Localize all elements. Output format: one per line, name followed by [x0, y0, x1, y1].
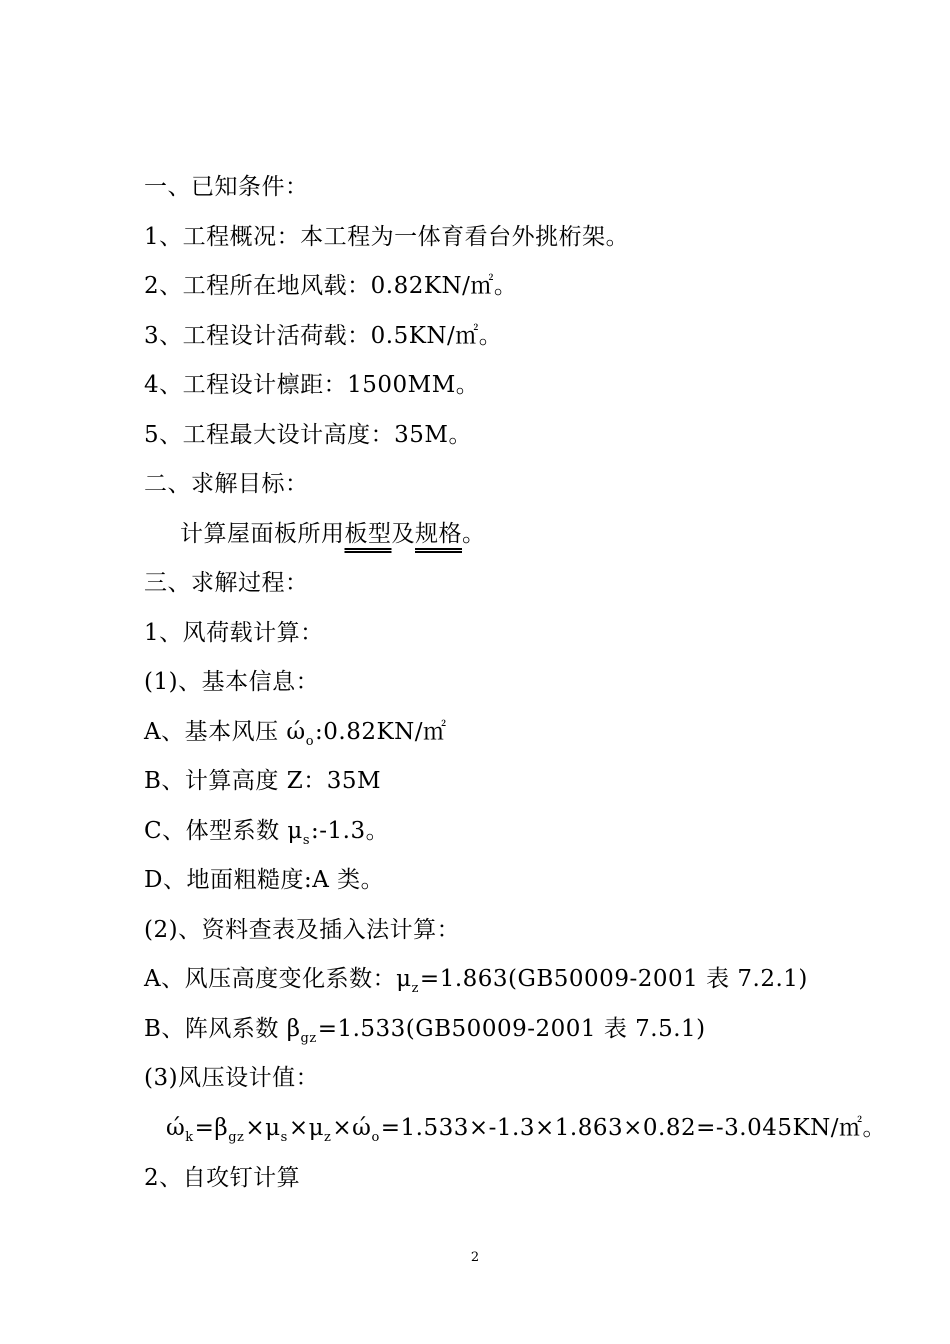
shape-coefficient	[144, 816, 389, 856]
text-part: B、阵风系数 β	[144, 1016, 301, 1042]
text-part: =1.533(GB50009-2001 表 7.5.1)	[317, 1016, 706, 1042]
subscript: s	[302, 833, 311, 848]
item-purlin-spacing: 4、工程设计檩距：1500MM。	[144, 372, 480, 398]
text-part: A、风压高度变化系数：μ	[144, 966, 412, 992]
text-part: C、体型系数 μ	[144, 818, 303, 844]
text-part: A、基本风压 ώ	[144, 719, 306, 745]
subsection-wind-load-calc: 1、风荷载计算：	[144, 620, 324, 646]
subsection-lookup: (2)、资料查表及插入法计算：	[144, 917, 461, 943]
subscript: gz	[228, 1130, 245, 1145]
section-heading-process: 三、求解过程：	[144, 570, 309, 596]
objective-text	[180, 519, 486, 549]
subscript: z	[324, 1130, 332, 1145]
underlined-term-panel-type: 板型	[344, 521, 392, 547]
gust-coefficient	[144, 1014, 706, 1054]
subscript: z	[411, 981, 419, 996]
text-part: ×ώ	[332, 1115, 372, 1141]
text-part: :-1.3。	[311, 818, 390, 844]
item-max-height: 5、工程最大设计高度：35M。	[144, 422, 472, 448]
item-project-overview: 1、工程概况：本工程为一体育看台外挑桁架。	[144, 224, 630, 250]
text-part: =1.533×-1.3×1.863×0.82=-3.045KN/㎡。	[380, 1115, 887, 1141]
calc-height: B、计算高度 Z：35M	[144, 768, 382, 794]
text-part: ×μ	[288, 1115, 325, 1141]
subsection-basic-info: (1)、基本信息：	[144, 669, 320, 695]
objective-text-part: 计算屋面板所用	[180, 521, 345, 547]
subsection-screw-calc: 2、自攻钉计算	[144, 1165, 301, 1191]
design-value-formula	[166, 1113, 886, 1153]
text-part: ώ	[166, 1115, 186, 1141]
height-variation-coefficient	[144, 964, 808, 1004]
section-heading-objective: 二、求解目标：	[144, 471, 309, 497]
item-wind-load: 2、工程所在地风载：0.82KN/㎡。	[144, 273, 518, 299]
subscript: s	[280, 1130, 288, 1145]
ground-roughness: D、地面粗糙度:A 类。	[144, 867, 385, 893]
subscript: o	[305, 734, 315, 749]
subsection-design-value: (3)风压设计值：	[144, 1065, 320, 1091]
objective-text-part: 及	[391, 521, 415, 547]
text-part: :0.82KN/㎡	[315, 719, 447, 745]
section-heading-known-conditions: 一、已知条件：	[144, 174, 309, 200]
text-part: =β	[194, 1115, 229, 1141]
text-part: =1.863(GB50009-2001 表 7.2.1)	[419, 966, 808, 992]
text-part: ×μ	[245, 1115, 281, 1141]
underlined-term-specification: 规格	[415, 521, 462, 547]
subscript: gz	[300, 1031, 317, 1046]
subscript: o	[371, 1130, 380, 1145]
item-live-load: 3、工程设计活荷载：0.5KN/㎡。	[144, 323, 503, 349]
basic-wind-pressure	[144, 717, 447, 757]
objective-text-part: 。	[462, 521, 486, 547]
subscript: k	[185, 1130, 194, 1145]
page-number: 2	[470, 1250, 480, 1265]
